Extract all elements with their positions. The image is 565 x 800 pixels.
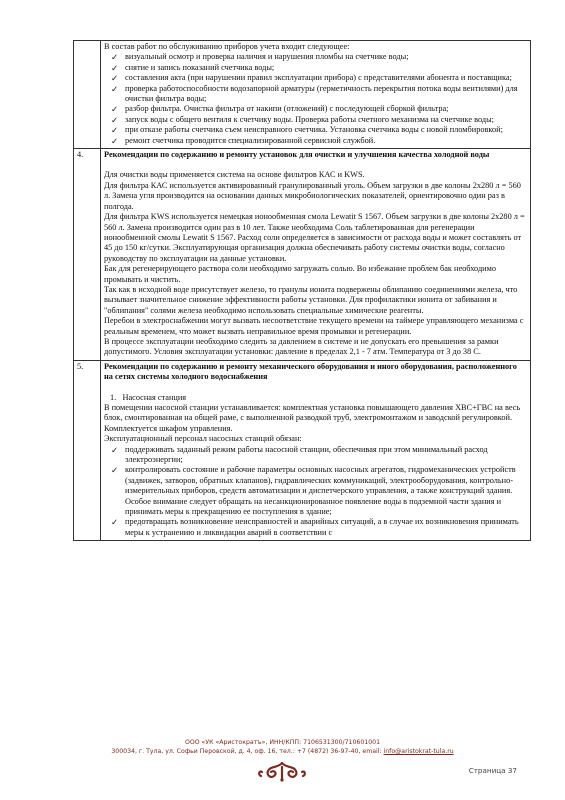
section-heading: Рекомендации по содержанию и ремонту механического оборудования и иного оборудования, расположенного на сетях системы холодного водоснабжения bbox=[104, 361, 517, 382]
ornament-icon bbox=[256, 760, 308, 782]
list-item: ✓ контролировать состояние и рабочие параметры основных насосных агрегатов, гидромеханических устройств (задвижек, затворов, обратных клапанов), гидравлических коммуникаций, электрооборудования, контрольно-измерительных приборов, средств автоматизации и диспетчерского управления, а также конструкций здания. Особое внимание следует обращать на несанкционированное появление воды в подземной части здания и принимать меры к прекращению ее поступления в здание; bbox=[111, 465, 516, 517]
check-icon: ✓ bbox=[111, 465, 119, 476]
page-number: Страница 37 bbox=[468, 766, 517, 775]
check-icon: ✓ bbox=[111, 125, 119, 136]
footer-email-link[interactable]: info@aristokrat-tula.ru bbox=[383, 748, 454, 755]
list-item: ✓ поддерживать заданный режим работы насосной станции, обеспечивая при этом минимальный расход электроэнергии; bbox=[111, 444, 488, 465]
check-icon: ✓ bbox=[111, 83, 119, 94]
paragraph: В помещении насосной станции устанавливается: комплектная установка повышающего давления ХВС+ГВС на весь блок, смонтированная на общей раме, с выполненной разводкой труб, электромонтажом и заводской регулировкой. Комплектуется шкафом управления. bbox=[104, 403, 521, 433]
row-number: 5. bbox=[74, 360, 101, 541]
list-item: ✓ ремонт счетчика проводится специализированной сервисной службой. bbox=[111, 135, 376, 146]
paragraph: Для фильтра KWS используется немецкая ионообменная смола Lewatit S 1567. Объем загрузки в две колоны 2х280 л = 560 л. Замена производится один раз в 10 лет. Также необходима Соль таблетированная для регенерации ионообменной смолы Lewatit S 1567. Расход соли определяется в зависимости от расхода воды и может составлять от 45 до 150 кг/сутки. Эксплуатирующая организация должна обеспечивать работу системы очистки воды, согласно руководству по эксплуатации на данные установки. bbox=[104, 212, 525, 263]
list-item: ✓ визуальный осмотр и проверка наличия и нарушения пломбы на счетчике воды; bbox=[111, 52, 409, 63]
check-icon: ✓ bbox=[111, 135, 119, 146]
paragraph: Для очистки воды применяется система на основе фильтров КАС и KWS. bbox=[104, 170, 365, 180]
row-content-cell bbox=[101, 360, 531, 541]
row-content-cell bbox=[101, 41, 531, 149]
footer-company-line: ООО «УК «Аристократъ», ИНН/КПП: 7106531300/710601001 bbox=[184, 739, 381, 746]
list-item: ✓ снятие и запись показаний счетчика воды; bbox=[111, 62, 275, 73]
subsection-heading: 1. Насосная станция bbox=[110, 392, 187, 402]
row-content-cell bbox=[101, 149, 531, 361]
check-icon: ✓ bbox=[111, 62, 119, 73]
check-icon: ✓ bbox=[111, 444, 119, 455]
check-icon: ✓ bbox=[111, 52, 119, 63]
check-icon: ✓ bbox=[111, 104, 119, 115]
list-item: ✓ составления акта (при нарушении правил эксплуатации прибора) с представителями абонента и поставщика; bbox=[111, 73, 512, 84]
list-item: ✓ запуск воды с общего вентиля к счетчику воды. Проверка работы счетного механизма на счетчике воды; bbox=[111, 114, 494, 125]
paragraph: Так как в исходной воде присутствует железо, то гранулы ионита подвержены облипанию соединениями железа, что вызывает значительное снижение эффективности работы установки. Для профилактики ионита от забивания и "облипания" солями железа необходимо использовать специальные химические реагенты. bbox=[104, 284, 518, 315]
meters-checklist bbox=[104, 52, 527, 146]
duties-checklist bbox=[104, 445, 527, 539]
table-row bbox=[74, 360, 531, 541]
table-row bbox=[74, 149, 531, 361]
list-item: ✓ предотвращать возникновение неисправностей и аварийных ситуаций, а в случае их возникновения принимать меры к устранению и ликвидации аварий в соответствии с bbox=[111, 517, 519, 537]
row-number: 4. bbox=[74, 149, 101, 361]
check-icon: ✓ bbox=[111, 73, 119, 84]
meters-intro: В состав работ по обслуживанию приборов учета входит следующее: bbox=[104, 42, 350, 51]
content-table bbox=[73, 40, 531, 541]
paragraph: В процессе эксплуатации необходимо следить за давлением в системе и не допускать его превышения за рамки допустимого. Условия эксплуатации установки: давление в пределах 2,1 - 7 атм. Температура от 3 до 38 С. bbox=[104, 336, 499, 357]
paragraph: Перебои в электроснабжении могут вызвать несоответствие текущего времени на таймере управляющего механизма с реальным временем, что может вызвать неправильное время промывки и регенерации. bbox=[104, 316, 524, 336]
check-icon: ✓ bbox=[111, 114, 119, 125]
paragraph: Бак для регенерирующего раствора соли необходимо загружать солью. Во избежание проблем бак необходимо промывать и чистить. bbox=[104, 264, 497, 284]
paragraph: Эксплуатационный персонал насосных станций обязан: bbox=[104, 434, 302, 444]
list-item: ✓ при отказе работы счетчика съем неисправного счетчика. Установка счетчика воды с новой пломбировкой; bbox=[111, 125, 503, 136]
paragraph: Для фильтра КАС используется активированный гранулированный уголь. Объем загрузки в две колоны 2х280 л = 560 л. Замена угля производится на основании данных микробиологических показателей, ориентировочно один раз в полгода. bbox=[104, 180, 521, 211]
row-number-cell bbox=[74, 41, 101, 149]
table-row bbox=[74, 41, 531, 149]
footer-address-line: 300034, г. Тула, ул. Софьи Перовской, д. 4, оф. 16, тел.: +7 (4872) 36-97-40, email: info@aristokrat-tula.ru bbox=[111, 748, 454, 755]
check-icon: ✓ bbox=[111, 517, 119, 528]
list-item: ✓ проверка работоспособности водозапорной арматуры (герметичность перекрытия потока воды вентилями) для очистки фильтра воды; bbox=[111, 83, 518, 104]
list-item: ✓ разбор фильтра. Очистка фильтра от накипи (отложений) с последующей сборкой фильтра; bbox=[111, 104, 449, 115]
section-heading: Рекомендации по содержанию и ремонту установок для очистки и улучшения качества холодной воды bbox=[104, 150, 490, 160]
